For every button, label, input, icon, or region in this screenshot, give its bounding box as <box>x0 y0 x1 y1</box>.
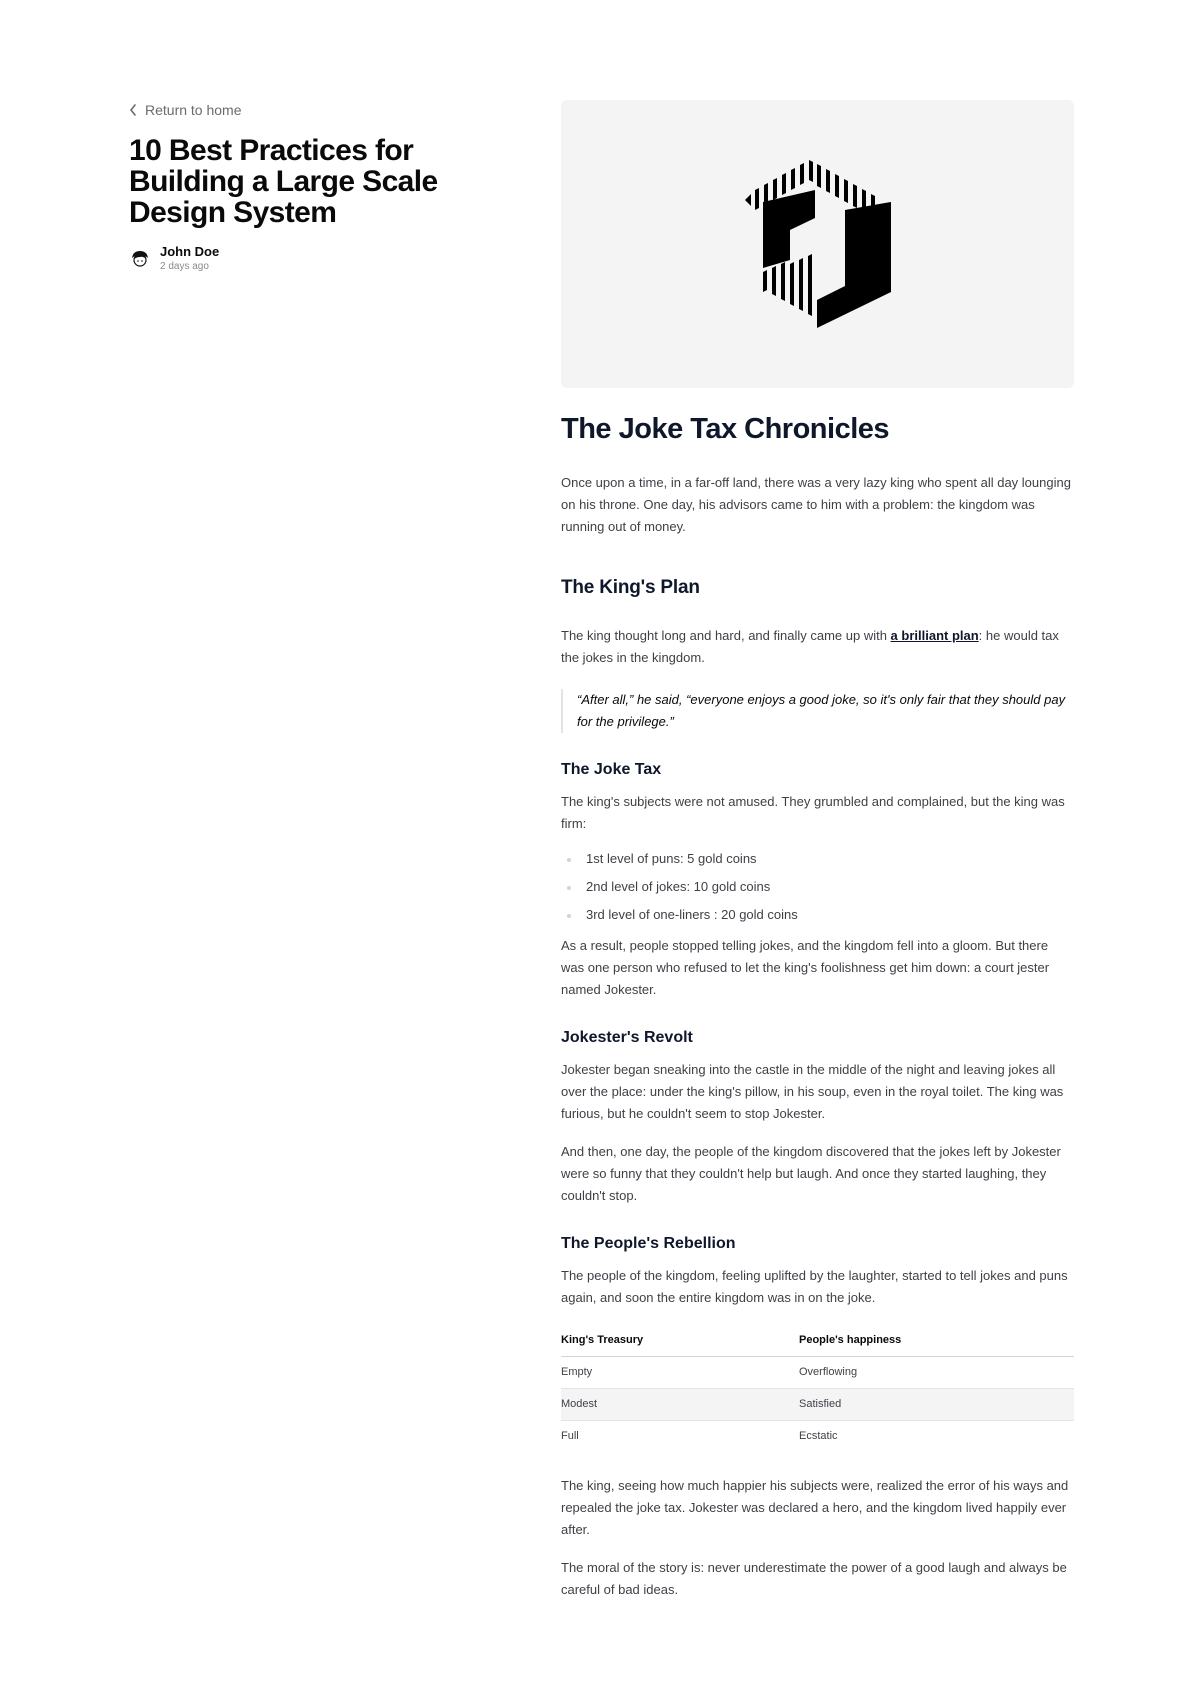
plan-text-before: The king thought long and hard, and finally came up with <box>561 628 891 643</box>
section-kings-plan: The King's Plan <box>561 577 700 598</box>
intro-paragraph: Once upon a time, in a far-off land, there was a very lazy king who spent all day lounging on his throne. One day, his advisors came to him with a problem: the kingdom was running out of money. <box>561 475 1071 534</box>
return-home-link[interactable] <box>129 100 459 120</box>
author-block <box>129 244 459 273</box>
table-row <box>561 1420 1074 1452</box>
table-cell: Modest <box>561 1388 799 1420</box>
list-item: 2nd level of jokes: 10 gold coins <box>561 876 1074 898</box>
table-cell: Ecstatic <box>799 1430 838 1443</box>
treasury-happiness-table <box>561 1324 1074 1452</box>
striped-hexagon-logo <box>745 160 891 328</box>
table-row <box>561 1356 1074 1388</box>
post-time: 2 days ago <box>160 261 209 272</box>
user-avatar-icon <box>129 248 151 270</box>
king-quote: “After all,” he said, “everyone enjoys a good joke, so it's only fair that they should pay for the privilege.” <box>561 689 1074 733</box>
article <box>561 100 1074 1601</box>
chevron-left-icon <box>129 104 137 116</box>
brilliant-plan-link[interactable]: a brilliant plan <box>890 628 979 643</box>
table-cell: Satisfied <box>799 1388 1074 1420</box>
joke-tax-paragraph: The king's subjects were not amused. They grumbled and complained, but the king was firm: <box>561 794 1065 831</box>
section-peoples-rebellion: The People's Rebellion <box>561 1235 736 1252</box>
plan-text-after: : he would tax the jokes in the kingdom. <box>561 628 1059 665</box>
return-home-label: Return to home <box>145 102 242 118</box>
hero-image <box>561 100 1074 388</box>
rebellion-paragraph: The people of the kingdom, feeling uplifted by the laughter, started to tell jokes and puns again, and soon the entire kingdom was in on the joke. <box>561 1268 1068 1305</box>
revolt-paragraph-1: Jokester began sneaking into the castle in the middle of the night and leaving jokes all over the place: under the king's pillow, in his soup, even in the royal toilet. The king was furious, but he couldn't seem to stop Jokester. <box>561 1062 1064 1121</box>
moral-paragraph: The moral of the story is: never underestimate the power of a good laugh and always be careful of bad ideas. <box>561 1560 1067 1597</box>
ending-paragraph-1: The king, seeing how much happier his subjects were, realized the error of his ways and repealed the joke tax. Jokester was declared a hero, and the kingdom lived happily ever after. <box>561 1478 1069 1537</box>
plan-paragraph <box>561 625 1074 669</box>
revolt-paragraph-2: And then, one day, the people of the kingdom discovered that the jokes left by Jokester were so funny that they couldn't help but laugh. And once they started laughing, they couldn't stop. <box>561 1144 1061 1203</box>
post-header <box>129 100 459 273</box>
list-item: 1st level of puns: 5 gold coins <box>561 848 1074 870</box>
author-meta <box>160 244 219 273</box>
section-jokesters-revolt: Jokester's Revolt <box>561 1029 693 1046</box>
tax-list <box>561 848 1074 926</box>
section-joke-tax: The Joke Tax <box>561 761 662 778</box>
author-name: John Doe <box>160 244 220 259</box>
table-cell: Overflowing <box>799 1356 1074 1388</box>
table-header-happiness: People's happiness <box>799 1324 1074 1356</box>
list-item: 3rd level of one-liners : 20 gold coins <box>561 904 1074 926</box>
table-header-row <box>561 1324 1074 1356</box>
table-cell: Full <box>561 1430 579 1443</box>
gloom-paragraph: As a result, people stopped telling jokes, and the kingdom fell into a gloom. But there was one person who refused to let the king's foolishness get him down: a court jester named Jokester. <box>561 938 1050 997</box>
post-title: 10 Best Practices for Building a Large Scale Design System <box>129 134 438 229</box>
table-header-treasury: King's Treasury <box>561 1324 799 1356</box>
article-title: The Joke Tax Chronicles <box>561 413 890 445</box>
table-cell: Empty <box>561 1356 799 1388</box>
table-row <box>561 1388 1074 1420</box>
avatar[interactable] <box>129 248 151 270</box>
